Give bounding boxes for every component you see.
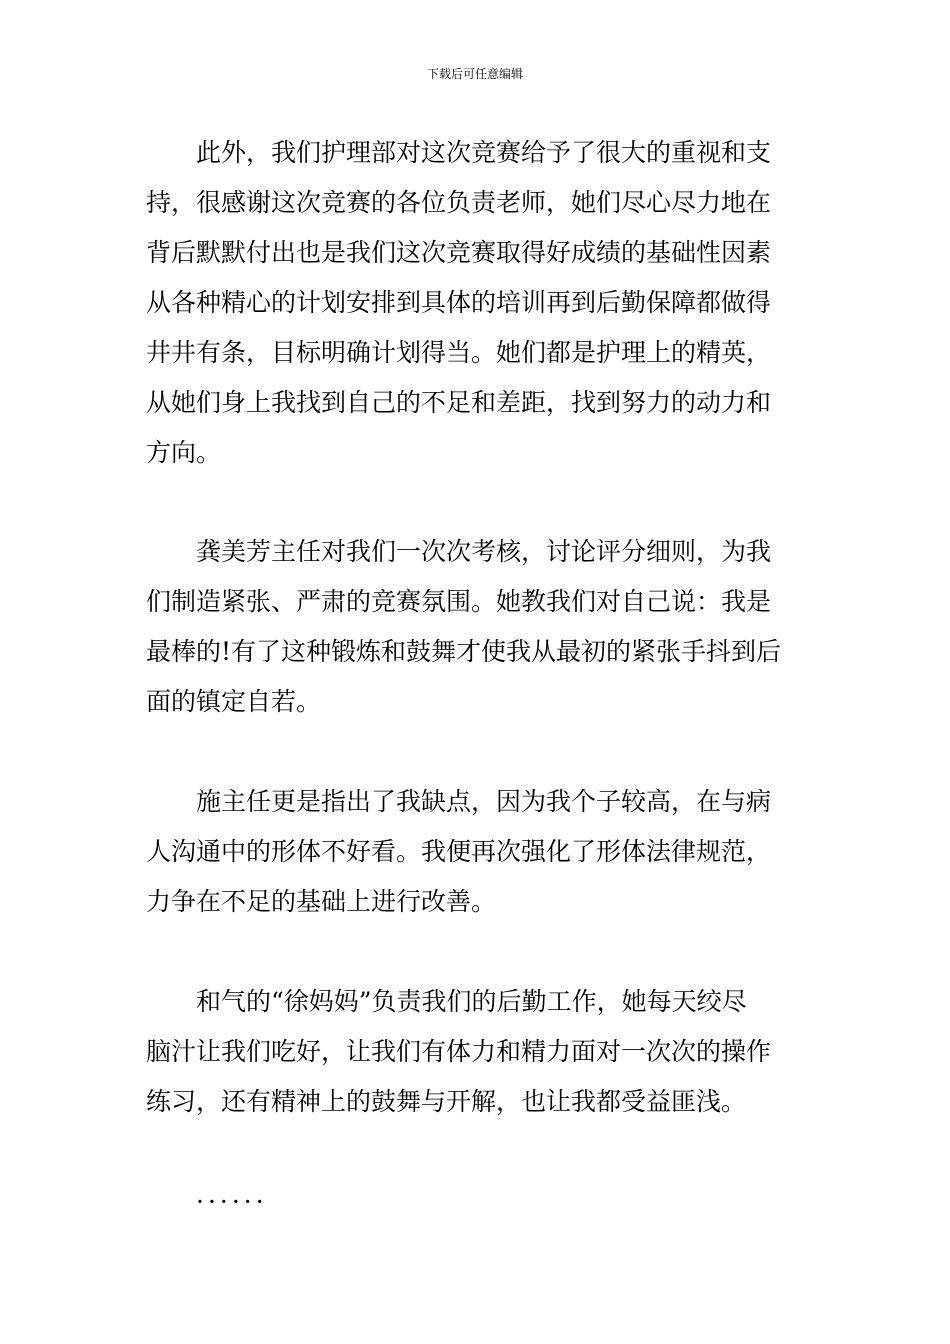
paragraph-mama-xu	[146, 977, 771, 1127]
text-line: 最棒的!有了这种锻炼和鼓舞才使我从最初的紧张手抖到后	[146, 637, 782, 666]
text-line: 练习，还有精神上的鼓舞与开解，也让我都受益匪浅。	[146, 1087, 747, 1116]
text-line: 背后默默付出也是我们这次竞赛取得好成绩的基础性因素	[146, 238, 772, 267]
ellipsis-marker: ······	[196, 1187, 268, 1216]
text-line: 人沟通中的形体不好看。我便再次强化了形体法律规范，	[146, 837, 772, 866]
text-line: 持，很感谢这次竞赛的各位负责老师，她们尽心尽力地在	[146, 188, 772, 217]
page-header-note: 下载后可任意编辑	[426, 67, 523, 81]
text-line: 从各种精心的计划安排到具体的培训再到后勤保障都做得	[146, 288, 772, 317]
text-line: 力争在不足的基础上进行改善。	[146, 887, 497, 916]
text-line: 此外，我们护理部对这次竞赛给予了很大的重视和支	[196, 138, 772, 167]
paragraph-director-shi	[146, 777, 771, 927]
text-line: 面的镇定自若。	[146, 687, 322, 716]
paragraph-director-gong	[146, 527, 781, 727]
text-line: 从她们身上我找到自己的不足和差距，找到努力的动力和	[146, 388, 772, 417]
text-line: 井井有条，目标明确计划得当。她们都是护理上的精英，	[146, 338, 772, 367]
text-line: 脑汁让我们吃好，让我们有体力和精力面对一次次的操作	[146, 1037, 772, 1066]
text-line: 方向。	[146, 438, 222, 467]
text-line: 们制造紧张、严肃的竞赛氛围。她教我们对自己说：我是	[146, 587, 772, 616]
text-line: 龚美芳主任对我们一次次考核，讨论评分细则，为我	[196, 537, 772, 566]
text-line: 和气的“徐妈妈”负责我们的后勤工作，她每天绞尽	[196, 987, 747, 1016]
paragraph-nursing-department	[146, 128, 771, 478]
text-line: 施主任更是指出了我缺点，因为我个子较高，在与病	[196, 787, 772, 816]
